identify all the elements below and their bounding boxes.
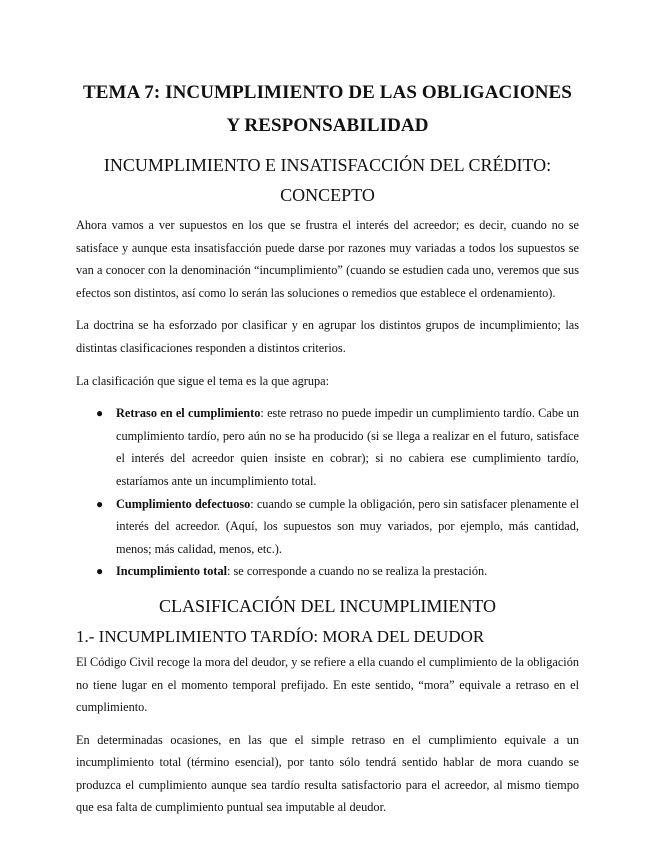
bullet-text: : este retraso no puede impedir un cumplimiento tardío. Cabe un cumplimiento tardío, pero aún no se ha producido (si se llega a realizar en el futuro, satisface el interés del acreedor quien insiste en cobrar); si no cabiera ese cumplimiento tardío, estaríamos ante un incumplimiento total.: [116, 406, 580, 488]
title-line-2: Y RESPONSABILIDAD: [226, 115, 429, 136]
section-heading-concepto: [76, 150, 579, 210]
document-title: [76, 76, 579, 142]
bullet-icon: ●: [96, 406, 104, 421]
title-line-1: TEMA 7: INCUMPLIMIENTO DE LAS OBLIGACIONES: [83, 82, 572, 103]
section-heading-clasificacion: CLASIFICACIÓN DEL INCUMPLIMIENTO: [159, 595, 496, 616]
list-item: [96, 493, 580, 561]
paragraph-doctrina: La doctrina se ha esforzado por clasificar y en agrupar los distintos grupos de incumplimiento; las distintas clasificaciones responden a distintos criterios.: [76, 318, 579, 355]
bullet-list: [76, 402, 579, 583]
bullet-term: Cumplimiento defectuoso: [116, 496, 251, 511]
subsection-heading-mora: 1.- INCUMPLIMIENTO TARDÍO: MORA DEL DEUDOR: [76, 626, 485, 646]
paragraph-codigo-civil: El Código Civil recoge la mora del deudor, y se refiere a ella cuando el cumplimiento de la obligación no tiene lugar en el momento temporal prefijado. En este sentido, “mora” equivale a retraso en el cumplimiento.: [76, 654, 579, 715]
section-heading-line-1: INCUMPLIMIENTO E INSATISFACCIÓN DEL CRÉDITO:: [103, 155, 552, 175]
bullet-text: : se corresponde a cuando no se realiza la prestación.: [227, 564, 488, 579]
section-heading-line-2: CONCEPTO: [280, 185, 375, 205]
list-item: [96, 402, 580, 492]
paragraph-clasificacion: La clasificación que sigue el tema es la que agrupa:: [76, 373, 329, 388]
bullet-term: Retraso en el cumplimiento: [116, 406, 261, 421]
paragraph-determinadas-ocasiones: En determinadas ocasiones, en las que el simple retraso en el cumplimiento equivale a un incumplimiento total (término esencial), por tanto sólo tendrá sentido hablar de mora cuando se produzca el cumplimiento aunque sea tardío resulta satisfactorio para el acreedor, al mismo tiempo que esa falta de cumplimiento puntual sea imputable al deudor.: [76, 732, 579, 815]
list-item: [96, 560, 579, 583]
paragraph-intro: Ahora vamos a ver supuestos en los que se frustra el interés del acreedor; es decir, cuando no se satisface y aunque esta insatisfacción puede darse por razones muy variadas a todos los supuestos se van a conocer con la denominación “incumplimiento” (cuando se estudien cada uno, veremos que sus efectos son distintos, así como lo serán las soluciones o remedios que establece el ordenamiento).: [76, 218, 579, 300]
bullet-icon: ●: [96, 564, 104, 579]
bullet-text: : cuando se cumple la obligación, pero sin satisfacer plenamente el interés del acreedor. (Aquí, los supuestos son muy variados, por ejemplo, más cantidad, menos; más calidad, menos, etc.).: [116, 496, 580, 556]
bullet-term: Incumplimiento total: [116, 564, 228, 579]
bullet-icon: ●: [96, 496, 104, 511]
